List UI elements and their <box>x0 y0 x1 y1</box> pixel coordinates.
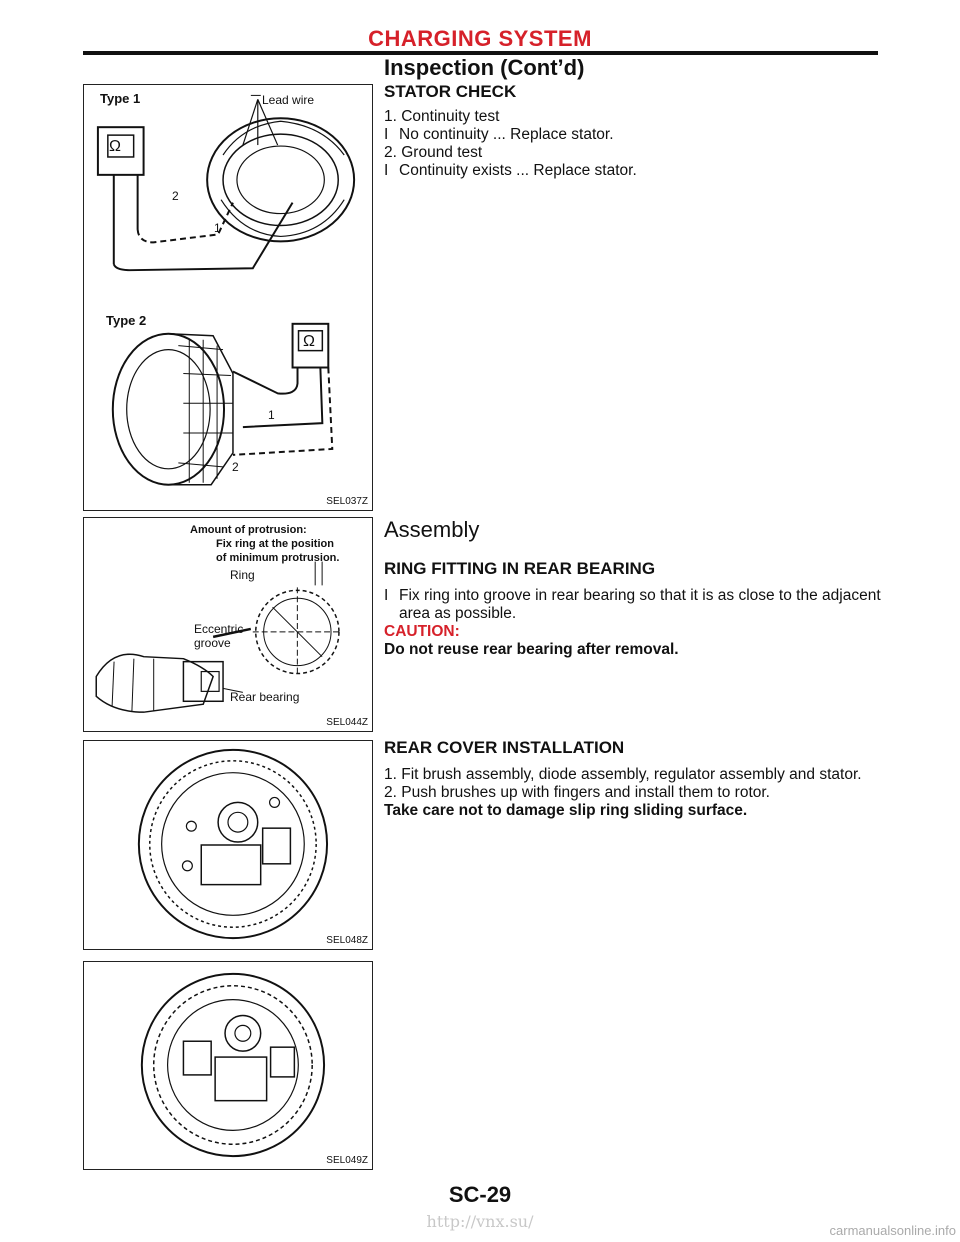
installed-illustration <box>84 962 372 1169</box>
assembly-heading: Assembly <box>384 517 480 542</box>
stator-check-section <box>384 82 884 180</box>
rear-cover-illustration <box>84 741 372 949</box>
figure-rear-cover-installed <box>83 961 373 1170</box>
bullet-icon: I <box>384 126 389 143</box>
label-test-2: 2 <box>172 189 179 203</box>
label-type-1: Type 1 <box>100 91 141 106</box>
label-lead-wire: Lead wire <box>262 93 315 107</box>
label-fix-ring-2: of minimum protrusion. <box>216 552 340 564</box>
rear-cover-heading: REAR COVER INSTALLATION <box>384 738 625 757</box>
figure-code: SEL037Z <box>326 496 368 507</box>
stator-result-2: I Continuity exists ... Replace stator. <box>384 162 637 179</box>
caution-text: Do not reuse rear bearing after removal. <box>384 641 679 658</box>
figure-code: SEL049Z <box>326 1155 368 1166</box>
rear-cover-step-1: 1. Fit brush assembly, diode assembly, regulator assembly and stator. <box>384 766 862 783</box>
page-subtitle: Inspection (Cont’d) <box>384 55 585 80</box>
stator-result-1: I No continuity ... Replace stator. <box>384 126 614 143</box>
stator-check-heading: STATOR CHECK <box>384 82 517 101</box>
figure-rear-cover <box>83 740 373 950</box>
page-number: SC-29 <box>448 1182 512 1207</box>
label-test-2b: 2 <box>232 460 239 474</box>
rear-cover-section <box>384 738 884 820</box>
rear-cover-note: Take care not to damage slip ring sliding surface. <box>384 802 748 819</box>
label-eccentric: Eccentric <box>194 622 244 636</box>
bullet-icon: I <box>384 162 389 179</box>
stator-step-1: 1. Continuity test <box>384 108 500 125</box>
watermark: carmanualsonline.info <box>829 1223 956 1238</box>
figure-code: SEL044Z <box>326 717 368 728</box>
label-rear-bearing: Rear bearing <box>230 690 300 704</box>
label-fix-ring-1: Fix ring at the position <box>216 538 334 550</box>
section-title: CHARGING SYSTEM <box>368 26 592 51</box>
label-ring: Ring <box>230 568 255 582</box>
label-groove: groove <box>194 636 231 650</box>
stator-illustration <box>84 85 372 510</box>
label-type-2: Type 2 <box>106 313 147 328</box>
figure-ring-fitting <box>83 517 373 732</box>
ohm-icon: Ω <box>303 333 315 350</box>
label-test-1: 1 <box>214 221 221 235</box>
assembly-section <box>384 517 884 659</box>
ring-fitting-heading: RING FITTING IN REAR BEARING <box>384 559 656 578</box>
label-test-1b: 1 <box>268 408 275 422</box>
footer-url[interactable]: http://vnx.su/ <box>426 1212 534 1231</box>
figure-stator-check <box>83 84 373 511</box>
ring-fitting-bullet: I Fix ring into groove in rear bearing so that it is as close to the adjacent area as possible. <box>384 587 881 622</box>
figure-code: SEL048Z <box>326 935 368 946</box>
bullet-icon: I <box>384 587 389 604</box>
stator-step-2: 2. Ground test <box>384 144 483 161</box>
ohm-icon: Ω <box>109 138 121 155</box>
rear-cover-step-2: 2. Push brushes up with fingers and install them to rotor. <box>384 784 770 801</box>
caution-label: CAUTION: <box>384 623 460 640</box>
label-amount-protrusion: Amount of protrusion: <box>190 524 307 536</box>
